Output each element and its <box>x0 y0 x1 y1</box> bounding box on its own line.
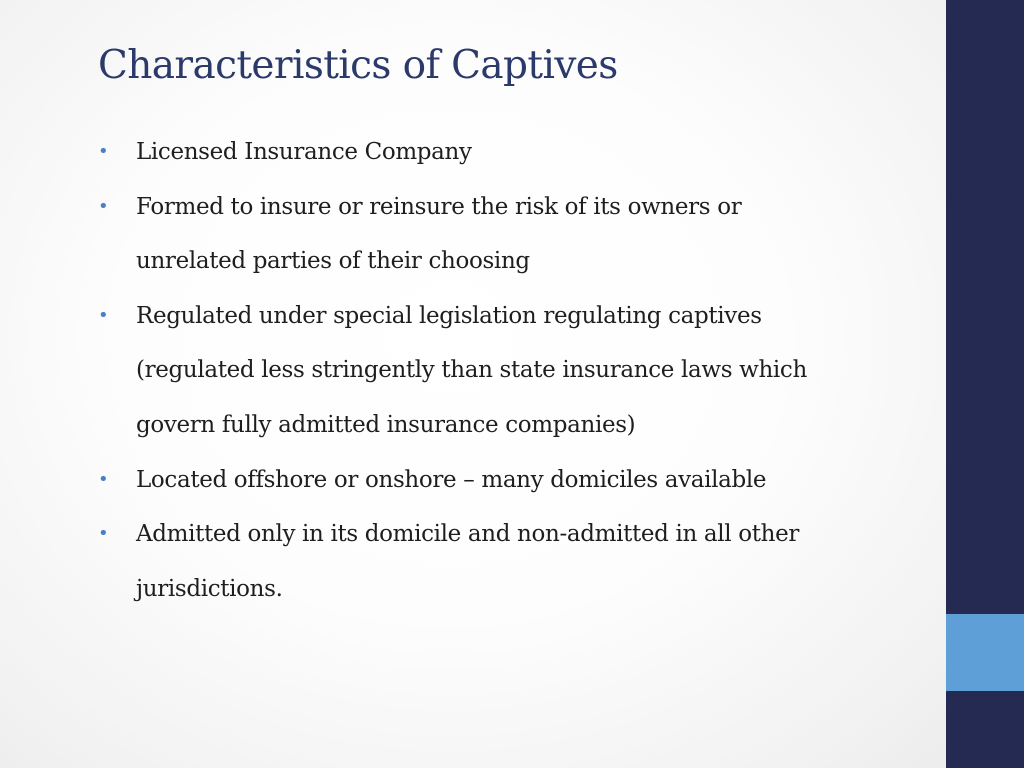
sidebar-decoration <box>946 0 1024 768</box>
bullet-item <box>98 289 858 453</box>
bullet-icon: • <box>98 468 109 490</box>
bullet-text: Regulated under special legislation regulating captives (regulated less stringently than state insurance laws which govern fully admitted insurance companies) <box>136 302 807 438</box>
bullet-text: Formed to insure or reinsure the risk of its owners or unrelated parties of their choosing <box>136 193 742 275</box>
bullet-text: Located offshore or onshore – many domiciles available <box>136 466 767 493</box>
bullet-text: Licensed Insurance Company <box>136 139 472 165</box>
bullet-icon: • <box>98 195 109 217</box>
bullet-item <box>98 180 858 289</box>
sidebar-accent-block <box>946 614 1024 691</box>
bullet-icon: • <box>98 141 109 162</box>
bullet-item <box>98 507 858 616</box>
bullet-text: Admitted only in its domicile and non-admitted in all other jurisdictions. <box>136 521 800 602</box>
slide-title: Characteristics of Captives <box>98 43 618 88</box>
bullet-icon: • <box>98 523 109 545</box>
bullet-list <box>98 125 858 616</box>
bullet-item <box>98 125 858 180</box>
bullet-item <box>98 453 858 508</box>
bullet-icon: • <box>98 304 109 326</box>
